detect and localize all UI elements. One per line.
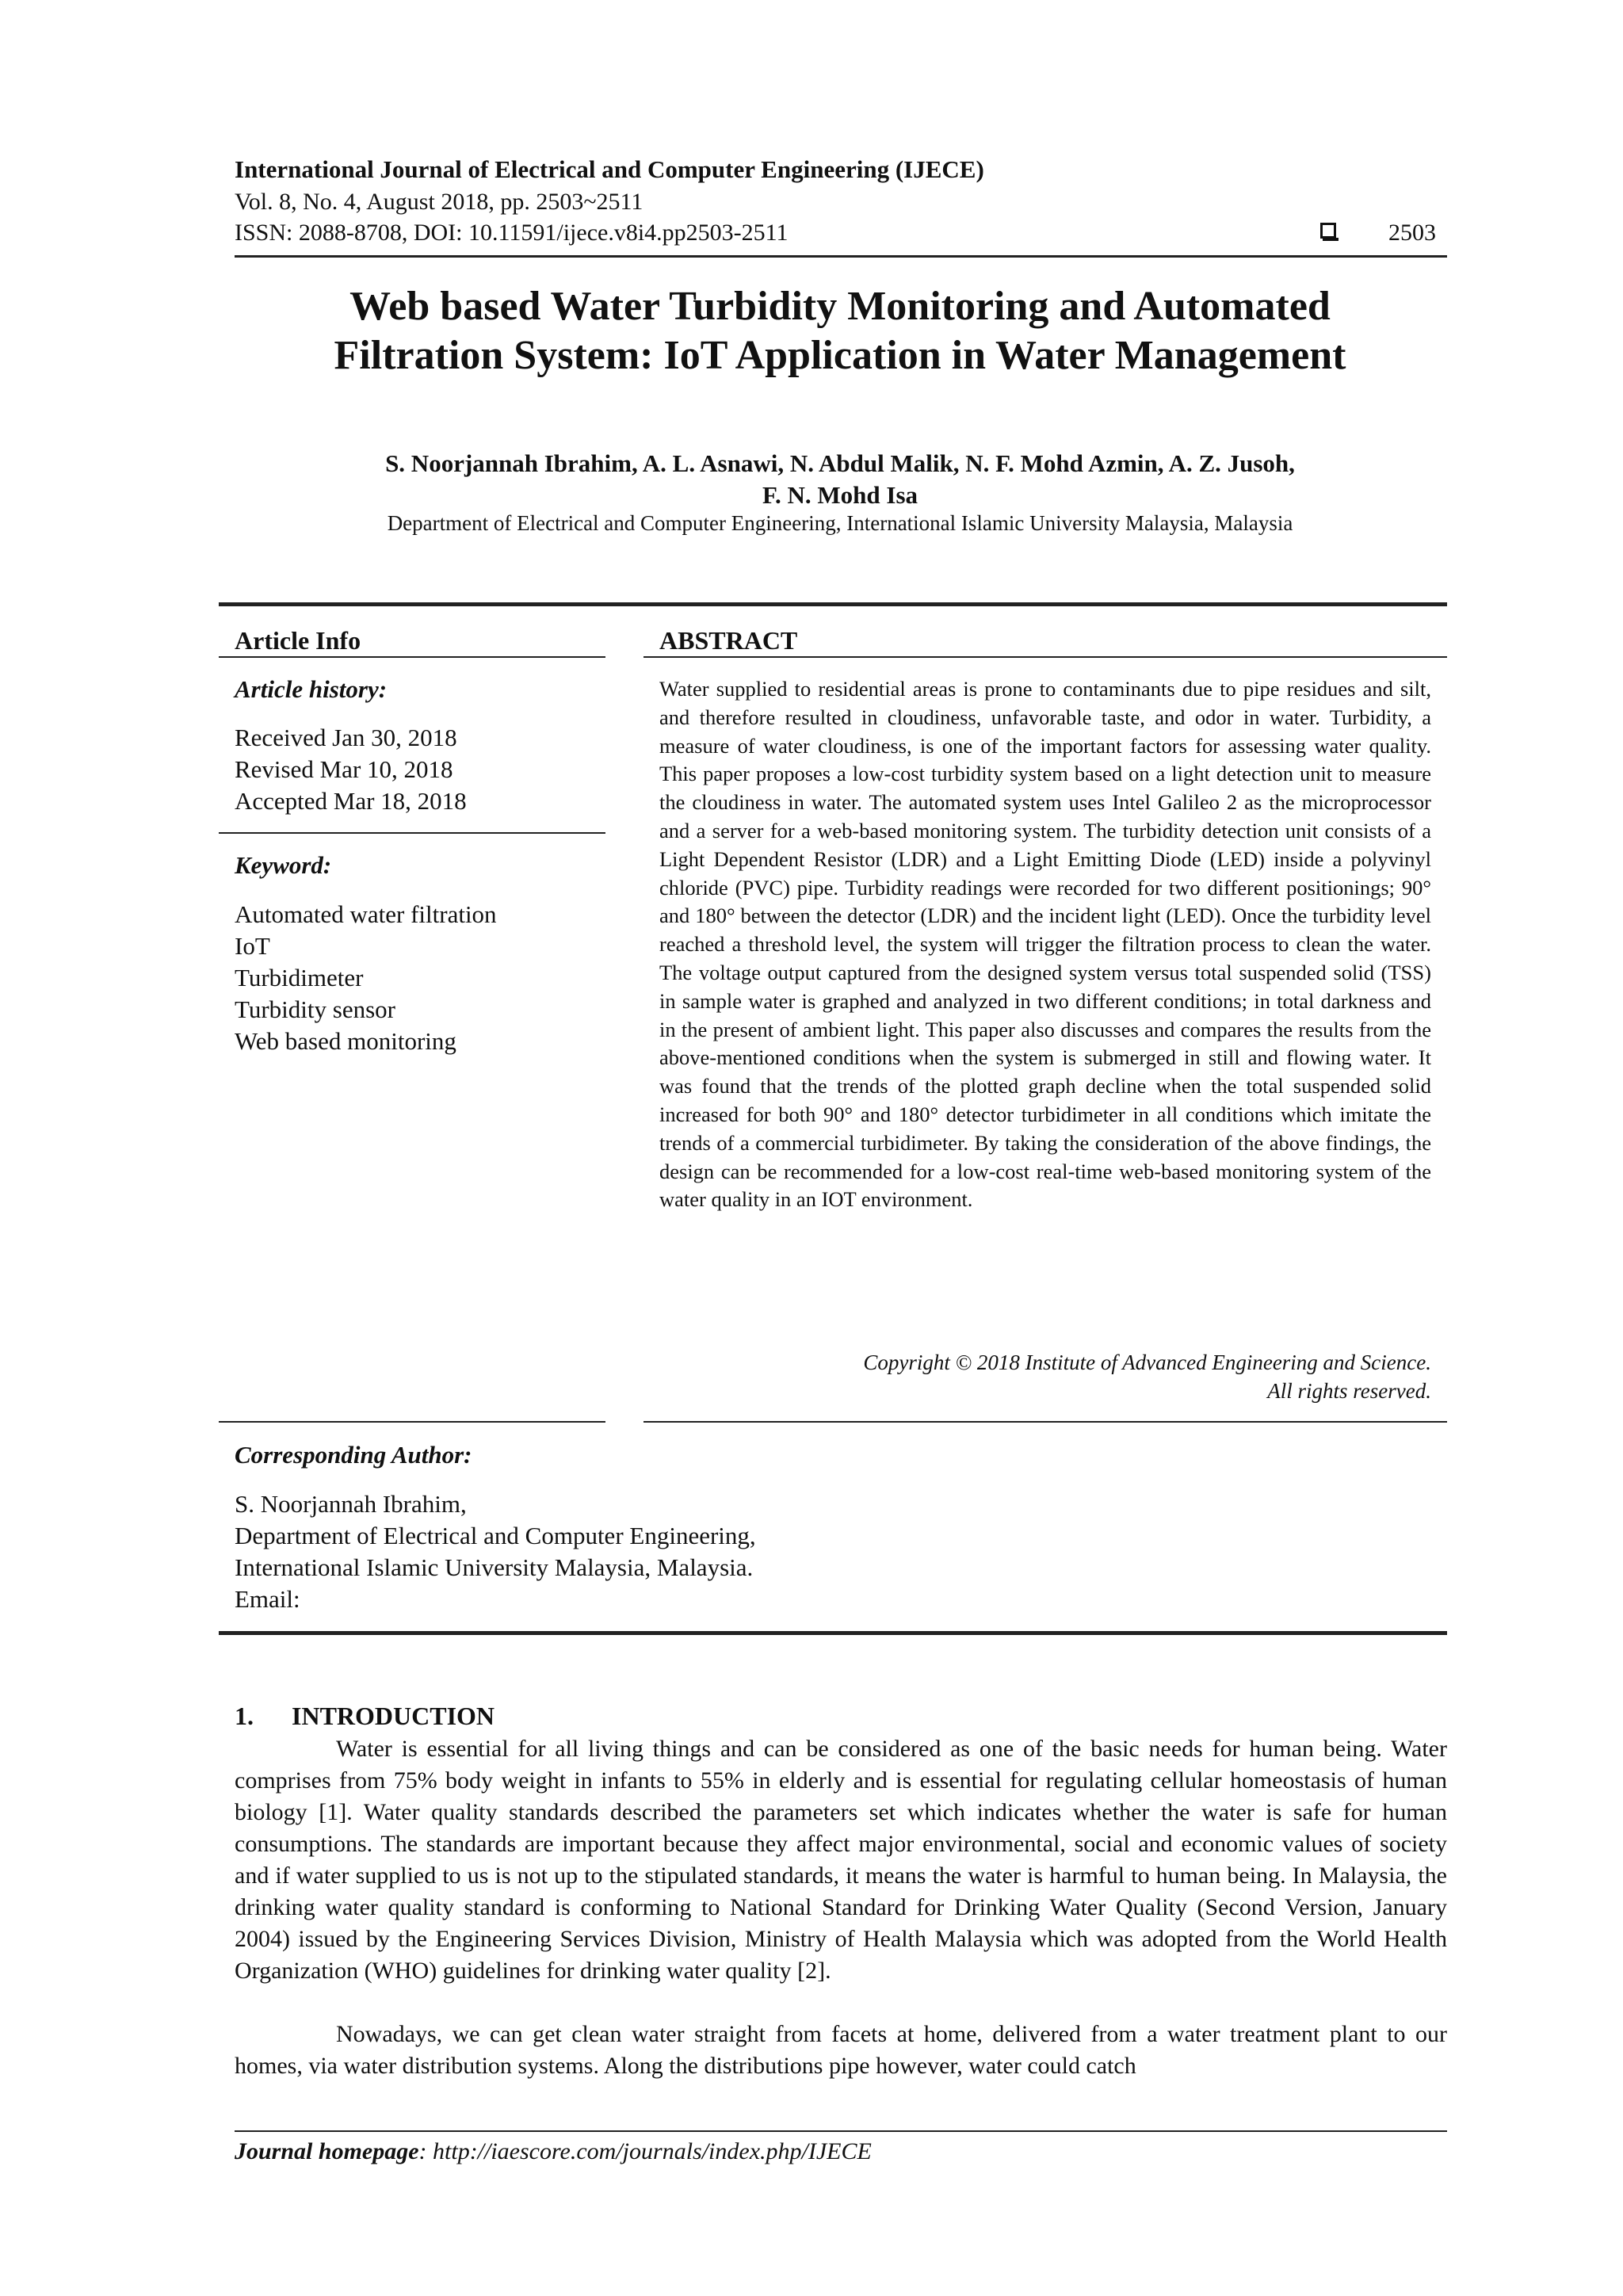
abstract-bottom-rule (643, 1421, 1447, 1423)
footer-url[interactable]: : http://iaescore.com/journals/index.php/IJECE (418, 2138, 872, 2164)
abstract-heading: ABSTRACT (659, 626, 798, 655)
affiliation: Department of Electrical and Computer Engineering, International Islamic University Malaysia, Malaysia (387, 511, 1293, 535)
header-rule (235, 255, 1447, 258)
corresponding-details (235, 1488, 756, 1615)
paper-title-line1: Web based Water Turbidity Monitoring and Automated (349, 284, 1331, 329)
authors (198, 448, 1482, 511)
abstract-text: Water supplied to residential areas is prone to contaminants due to pipe residues and silt, and therefore resulted in cloudiness, unfavorable taste, and odor in water. Turbidity, a measure of water cloudiness, is one of the important factors for assessing water quality. This paper proposes a low-cost turbidity system based on a light detection unit to measure the cloudiness in water. The automated system uses Intel Galileo 2 as the microprocessor and a server for a web-based monitoring system. The turbidity detection unit consists of a Light Dependent Resistor (LDR) and a Light Emitting Diode (LED) inside a polyvinyl chloride (PVC) pipe. Turbidity readings were recorded for two different positionings; 90° and 180° between the detector (LDR) and the incident light (LED). Once the turbidity level reached a threshold level, the system will trigger the filtration process to clean the water. The voltage output captured from the designed system versus total suspended solid (TSS) in sample water is graphed and analyzed in two different conditions; in total darkness and in the present of ambient light. This paper also discusses and compares the results from the above-mentioned conditions when the system is submerged in still and flowing water. It was found that the trends of the plotted graph decline when the total suspended solid increased for both 90° and 180° detector turbidimeter in all conditions which imitate the trends of a commercial turbidimeter. By taking the consideration of the above findings, the design can be recommended for a low-cost real-time web-based monitoring system of the water quality in an IOT environment. (659, 677, 1431, 1212)
paper-title (198, 282, 1482, 380)
introduction-heading: 1. INTRODUCTION (235, 1702, 495, 1730)
keyword-item: Automated water filtration (235, 900, 497, 928)
journal-issn: ISSN: 2088-8708, DOI: 10.11591/ijece.v8i4.pp2503-2511 (235, 220, 789, 246)
corresponding-department: Department of Electrical and Computer Engineering, (235, 1522, 756, 1549)
keyword-list (235, 899, 497, 1057)
history-revised: Revised Mar 10, 2018 (235, 755, 453, 783)
article-info-bottom-rule (219, 1421, 605, 1423)
copyright-line2: All rights reserved. (1267, 1379, 1431, 1403)
abstract-rule (643, 656, 1447, 658)
article-history-list (235, 722, 467, 817)
footer-label: Journal homepage (235, 2138, 419, 2164)
copyright-notice (659, 1348, 1431, 1405)
article-history-heading: Article history: (235, 675, 388, 703)
paper-title-line2: Filtration System: IoT Application in Water Management (334, 333, 1346, 378)
checkbox-icon (1320, 223, 1336, 239)
history-accepted: Accepted Mar 18, 2018 (235, 787, 467, 815)
footer-rule (235, 2130, 1447, 2132)
corresponding-heading: Corresponding Author: (235, 1441, 472, 1469)
article-info-rule (219, 656, 605, 658)
introduction-paragraph-2: Nowadays, we can get clean water straight from facets at home, delivered from a water treatment plant to our homes, via water distribution systems. Along the distributions pipe however, water could catch (235, 2021, 1447, 2079)
history-received: Received Jan 30, 2018 (235, 724, 457, 751)
keyword-item: IoT (235, 932, 270, 960)
keyword-item: Turbidimeter (235, 964, 364, 991)
history-rule (219, 832, 605, 834)
introduction-paragraph-1: Water is essential for all living things and can be considered as one of the basic needs for human being. Water comprises from 75% body weight in infants to 55% in elderly and is essential for regulating cellular homeostasis of human biology [1]. Water quality standards described the parameters set which indicates whether the water is safe for human consumptions. The standards are important because they affect major environmental, social and economic values of society and if water supplied to us is not up to the stipulated standards, it means the water is harmful to human being. In Malaysia, the drinking water quality standard is conforming to National Standard for Drinking Water Quality (Second Version, January 2004) issued by the Engineering Services Division, Ministry of Health Malaysia which was adopted from the World Health Organization (WHO) guidelines for drinking water quality [2]. (235, 1736, 1447, 1984)
corresponding-university: International Islamic University Malaysia, Malaysia. (235, 1553, 754, 1581)
authors-line1: S. Noorjannah Ibrahim, A. L. Asnawi, N. Abdul Malik, N. F. Mohd Azmin, A. Z. Jusoh, (385, 449, 1295, 477)
journal-name: International Journal of Electrical and Computer Engineering (IJECE) (235, 155, 984, 183)
keyword-item: Turbidity sensor (235, 995, 395, 1023)
article-info-heading: Article Info (235, 626, 361, 655)
copyright-line1: Copyright © 2018 Institute of Advanced Engineering and Science. (863, 1350, 1431, 1374)
page-number: 2503 (1388, 220, 1436, 246)
keyword-heading: Keyword: (235, 851, 332, 879)
journal-homepage (235, 2138, 872, 2165)
corresponding-name: S. Noorjannah Ibrahim, (235, 1490, 467, 1518)
info-box-top-rule (219, 602, 1447, 606)
journal-volume: Vol. 8, No. 4, August 2018, pp. 2503~2511 (235, 189, 643, 215)
authors-line2: F. N. Mohd Isa (762, 481, 918, 509)
keyword-item: Web based monitoring (235, 1027, 456, 1055)
corresponding-email: Email: (235, 1585, 300, 1613)
info-box-bottom-rule (219, 1631, 1447, 1635)
